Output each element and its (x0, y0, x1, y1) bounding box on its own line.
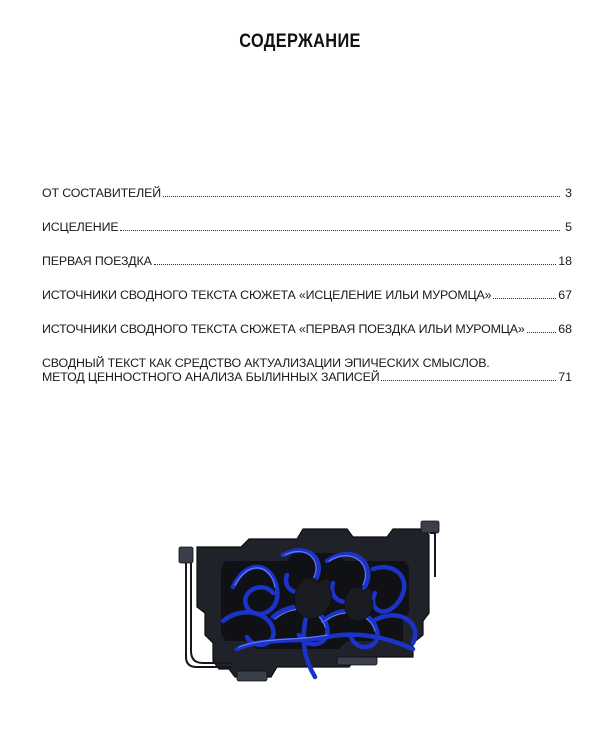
toc-page-number: 68 (558, 322, 572, 336)
dot-leader (120, 230, 560, 231)
knotwork-ornament-illustration (177, 517, 443, 685)
dot-leader (493, 298, 556, 299)
toc-entry-title: ПЕРВАЯ ПОЕЗДКА (42, 254, 152, 268)
toc-entry[interactable] (42, 356, 572, 384)
toc-entry-title: ИСЦЕЛЕНИЕ (42, 220, 119, 234)
toc-entry-title-line1: СВОДНЫЙ ТЕКСТ КАК СРЕДСТВО АКТУАЛИЗАЦИИ ЭПИЧЕСКИХ СМЫСЛОВ. (42, 356, 490, 370)
toc-page-number: 18 (558, 254, 572, 268)
toc-page-number: 5 (565, 220, 572, 234)
dot-leader (163, 196, 560, 197)
dot-leader (154, 264, 556, 265)
toc-page-number: 71 (558, 370, 572, 384)
table-of-contents (42, 186, 572, 404)
toc-entry[interactable] (42, 220, 572, 234)
toc-page-number: 3 (565, 186, 572, 200)
toc-entry-title: ИСТОЧНИКИ СВОДНОГО ТЕКСТА СЮЖЕТА «ПЕРВАЯ ПОЕЗДКА ИЛЬИ МУРОМЦА» (42, 322, 525, 336)
toc-entry-title: ИСТОЧНИКИ СВОДНОГО ТЕКСТА СЮЖЕТА «ИСЦЕЛЕНИЕ ИЛЬИ МУРОМЦА» (42, 288, 492, 302)
page-title: СОДЕРЖАНИЕ (239, 31, 361, 52)
toc-entry[interactable] (42, 186, 572, 200)
toc-entry-title: ОТ СОСТАВИТЕЛЕЙ (42, 186, 161, 200)
dot-leader (527, 332, 557, 333)
toc-page-number: 67 (558, 288, 572, 302)
toc-entry-title: МЕТОД ЦЕННОСТНОГО АНАЛИЗА БЫЛИННЫХ ЗАПИСЕЙ (42, 370, 380, 384)
toc-entry[interactable] (42, 288, 572, 302)
toc-entry[interactable] (42, 254, 572, 268)
dot-leader (381, 380, 556, 381)
toc-entry[interactable] (42, 322, 572, 336)
